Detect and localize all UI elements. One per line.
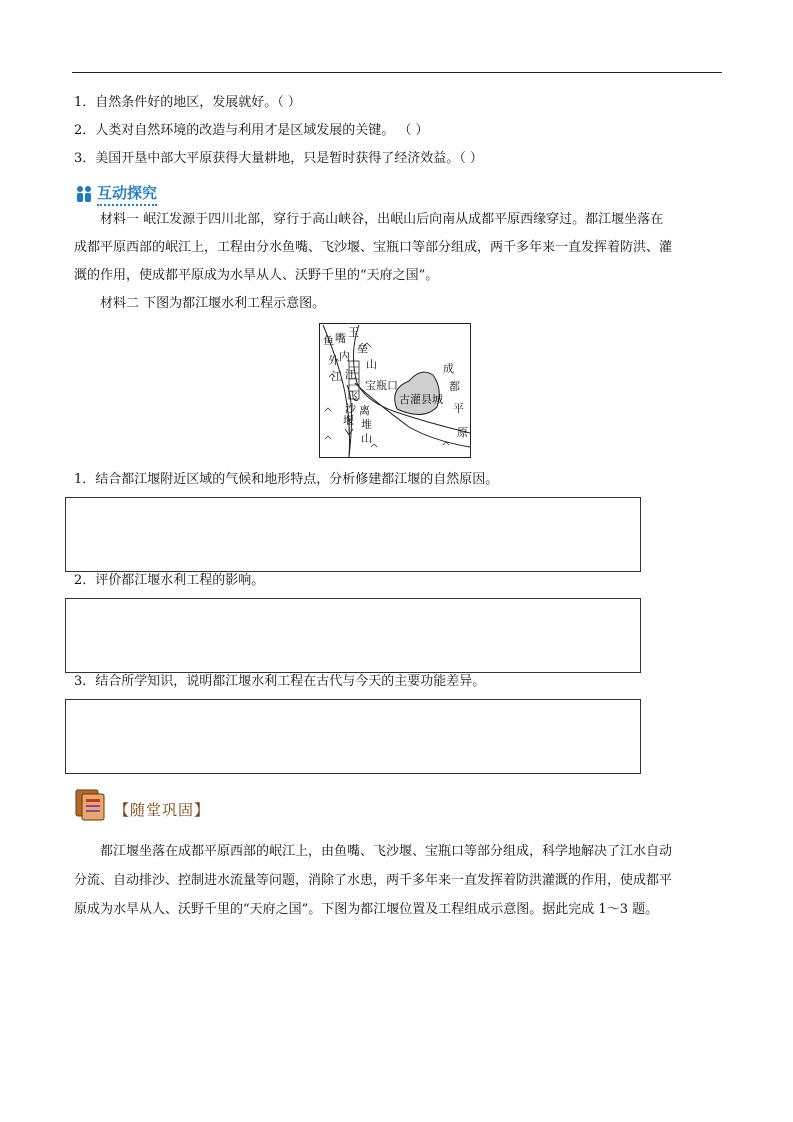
map-label-wai: 外 — [328, 354, 339, 367]
map-label-baopingkou: 宝瓶口 — [365, 379, 398, 392]
dujiangyan-map — [319, 323, 471, 458]
question-1: 1．结合都江堰附近区域的气候和地形特点，分析修建都江堰的自然原因。 — [74, 472, 499, 487]
map-label-li: 离 — [359, 404, 370, 417]
consolidation-line-1: 都江堰坐落在成都平原西部的岷江上，由鱼嘴、飞沙堰、宝瓶口等部分组成，科学地解决了江水自动 — [100, 844, 673, 859]
consolidation-line-2: 分流、自动排沙、控制进水流量等问题，消除了水患，两千多年来一直发挥着防洪灌溉的作用，使成都平 — [74, 873, 673, 888]
map-label-jiang-inner: 江 — [345, 368, 356, 381]
consolidation-line-3: 原成为水旱从人、沃野千里的“天府之国”。下图为都江堰位置及工程组成示意图。据此完成 1～3 题。 — [74, 902, 659, 917]
material-1-line-1: 材料一 岷江发源于四川北部，穿行于高山峡谷，出岷山后向南从成都平原西缘穿过。都江堰坐落在 — [100, 212, 664, 227]
map-label-dui: 堆 — [361, 418, 372, 431]
map-label-jiang-outer: 江 — [331, 370, 342, 383]
map-label-yu-jade: 玉 — [348, 326, 359, 339]
map-label-yan: 堰 — [343, 414, 354, 427]
map-label-sha: 沙 — [345, 402, 356, 415]
interactive-heading — [74, 182, 157, 206]
map-label-nei: 内 — [339, 350, 350, 363]
consolidation-paragraph — [74, 837, 734, 924]
map-label-shan-1: 山 — [366, 358, 377, 371]
judgement-1: 1．自然条件好的地区，发展就好。（ ） — [74, 95, 301, 110]
map-label-yuan: 原 — [457, 426, 468, 439]
map-label-du: 都 — [449, 380, 460, 393]
material-2: 材料二 下图为都江堰水利工程示意图。 — [100, 296, 326, 311]
map-label-cheng: 成 — [443, 362, 454, 375]
answer-box-1[interactable] — [65, 497, 641, 572]
material-1 — [74, 206, 734, 290]
consolidation-title: 【随堂巩固】 — [114, 801, 211, 819]
judgement-2: 2．人类对自然环境的改造与利用才是区域发展的关键。 （ ） — [74, 123, 429, 138]
header-rule — [72, 72, 722, 73]
answer-box-2[interactable] — [65, 598, 641, 673]
map-label-ping: 平 — [453, 402, 464, 415]
heading-text: 互动探究 — [97, 182, 157, 206]
people-icon — [74, 185, 94, 203]
map-label-fei: 飞 — [347, 390, 358, 403]
material-1-line-2: 成都平原西部的岷江上，工程由分水鱼嘴、飞沙堰、宝瓶口等部分组成，两千多年来一直发挥着防洪、灌 — [74, 240, 673, 255]
map-label-shan-2: 山 — [361, 432, 372, 445]
map-label-yu: 鱼 — [323, 334, 334, 347]
judgement-3: 3．美国开垦中部大平原获得大量耕地，只是暂时获得了经济效益。（ ） — [74, 151, 483, 166]
answer-box-3[interactable] — [65, 699, 641, 774]
map-label-zui: 嘴 — [335, 332, 346, 345]
question-2: 2．评价都江堰水利工程的影响。 — [74, 573, 265, 588]
question-3: 3．结合所学知识，说明都江堰水利工程在古代与今天的主要功能差异。 — [74, 674, 486, 689]
books-icon — [74, 788, 110, 822]
consolidation-heading — [74, 788, 210, 822]
map-label-lei: 垒 — [357, 342, 368, 355]
material-1-line-3: 溉的作用，使成都平原成为水旱从人、沃野千里的“天府之国”。 — [74, 268, 439, 283]
map-label-guanxian: 古灌县城 — [399, 393, 443, 406]
